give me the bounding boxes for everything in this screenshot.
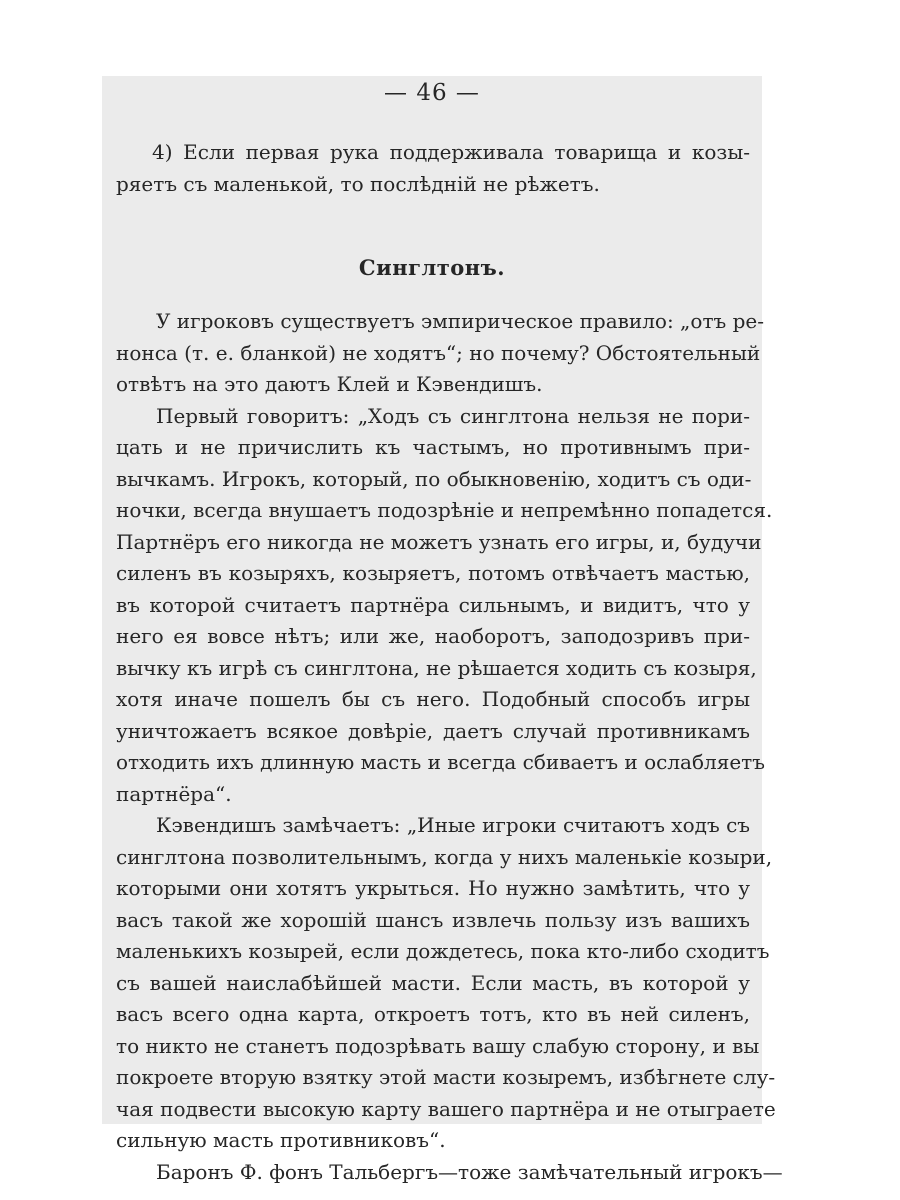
text-line: ночки, всегда внушаетъ подозрѣніе и непремѣнно попадется. [116, 498, 773, 522]
text-line: ряетъ съ маленькой, то послѣдній не рѣжетъ. [116, 171, 600, 196]
text-line: Первый говоритъ: „Ходъ съ синглтона нельзя не пори- [156, 403, 750, 428]
text-line: него ея вовсе нѣтъ; или же, наоборотъ, заподозривъ при- [116, 624, 750, 648]
text-line: сильную масть противниковъ“. [116, 1128, 446, 1152]
text-line: нонса (т. е. бланкой) не ходятъ“; но почему? Обстоятельный [116, 340, 761, 365]
text-line: синглтона позволительнымъ, когда у нихъ маленькіе козыри, [116, 844, 773, 869]
page-number: — 46 — [384, 80, 480, 106]
intro-paragraph [116, 137, 750, 200]
text-line: Баронъ Ф. фонъ Тальбергъ—тоже замѣчательный игрокъ— [156, 1159, 783, 1184]
text-line: отвѣтъ на это даютъ Клей и Кэвендишъ. [116, 372, 543, 396]
section-title: Синглтонъ. [358, 255, 506, 280]
text-line: то никто не станетъ подозрѣвать вашу слабую сторону, и вы [116, 1033, 760, 1058]
text-line: цать и не причислить къ частымъ, но противнымъ при- [116, 435, 750, 459]
text-line: васъ всего одна карта, откроетъ тотъ, кто въ ней силенъ, [116, 1002, 750, 1026]
text-line: Кэвендишъ замѣчаетъ: „Иные игроки считаютъ ходъ съ [156, 813, 750, 837]
body-text [116, 306, 783, 1188]
text-line: партнёра“. [116, 781, 232, 806]
text-line: уничтожаетъ всякое довѣріе, даетъ случай противникамъ [116, 718, 750, 743]
text-line: силенъ въ козыряхъ, козыряетъ, потомъ отвѣчаетъ мастью, [116, 561, 750, 585]
text-line: покроете вторую взятку этой масти козыремъ, избѣгнете слу- [116, 1065, 776, 1089]
text-line: въ которой считаетъ партнёра сильнымъ, и видитъ, что у [116, 592, 750, 617]
text-line: чая подвести высокую карту вашего партнёра и не отыграете [116, 1096, 776, 1121]
text-line: васъ такой же хорошій шансъ извлечь пользу изъ вашихъ [116, 907, 750, 932]
text-line: вычку къ игрѣ съ синглтона, не рѣшается ходить съ козыря, [116, 655, 757, 680]
text-line: маленькихъ козырей, если дождетесь, пока кто-либо сходитъ [116, 939, 770, 963]
text-line: 4) Если первая рука поддерживала товарища и козы- [152, 140, 750, 164]
text-line: съ вашей наислабѣйшей масти. Если масть, въ которой у [116, 970, 750, 995]
text-line: Партнёръ его никогда не можетъ узнать его игры, и, будучи [116, 529, 762, 554]
text-line: У игроковъ существуетъ эмпирическое правило: „отъ ре- [156, 309, 764, 333]
text-line: которыми они хотятъ укрыться. Но нужно замѣтить, что у [116, 876, 750, 900]
text-line: отходить ихъ длинную масть и всегда сбиваетъ и ослабляетъ [116, 750, 765, 774]
text-line: вычкамъ. Игрокъ, который, по обыкновенію, ходитъ съ оди- [116, 466, 752, 491]
text-line: хотя иначе пошелъ бы съ него. Подобный способъ игры [116, 687, 750, 711]
